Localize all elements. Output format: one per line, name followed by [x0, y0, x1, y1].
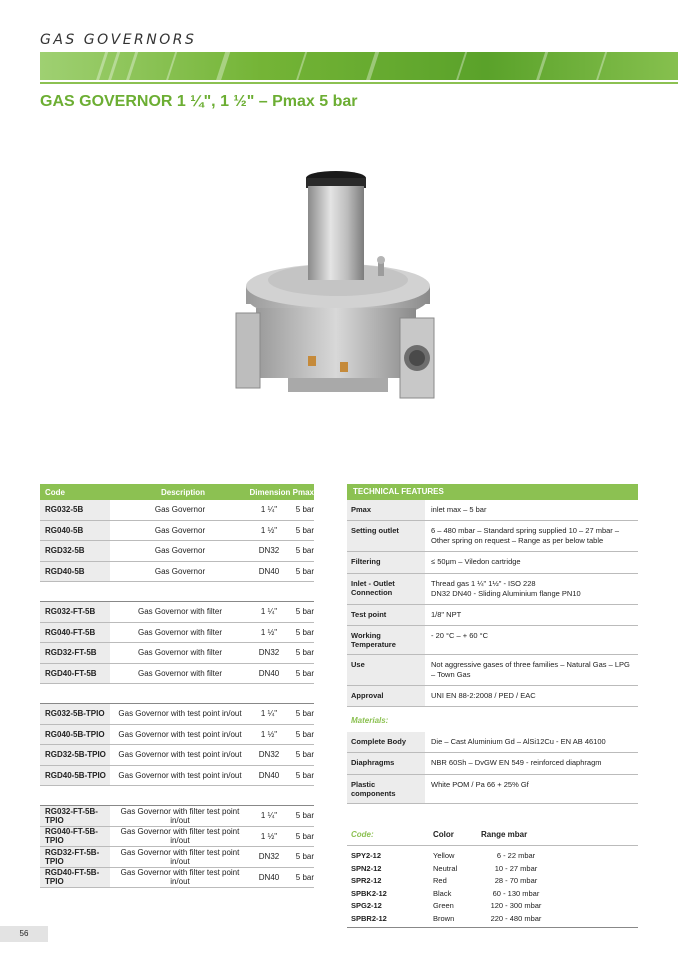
cell-pmax: 5 bar [295, 729, 314, 739]
cell-dimension: 1 ½" [260, 831, 278, 841]
cell-dimension: 1 ½" [260, 627, 278, 637]
feature-key: Use [347, 655, 425, 685]
cell-code: RGD32-5B [40, 541, 110, 561]
spring-code: SPR2-12 [351, 876, 382, 886]
spring-range: 6 - 22 mbar [496, 851, 536, 861]
material-row [347, 732, 638, 753]
cell-description: Gas Governor with test point in/out [118, 709, 242, 719]
spring-range: 120 - 300 mbar [490, 901, 542, 911]
cell-dimension: 1 ¼" [260, 709, 278, 719]
feature-key: Setting outlet [347, 521, 425, 551]
table-row [40, 868, 314, 889]
spring-header-code: Code: [351, 829, 374, 839]
cell-dimension: 1 ½" [260, 525, 278, 535]
cell-pmax: 5 bar [295, 872, 314, 882]
table-row [40, 766, 314, 787]
header-description: Description [160, 487, 205, 497]
table-row [40, 562, 314, 583]
feature-value: - 20 °C – + 60 °C [431, 630, 489, 640]
spring-header-range: Range mbar [481, 829, 528, 839]
feature-key: Approval [347, 686, 425, 706]
spring-color: Red [433, 876, 447, 886]
spring-code: SPY2-12 [351, 851, 382, 861]
material-key: Diaphragms [347, 753, 425, 773]
table-row [40, 602, 314, 623]
table-row [40, 521, 314, 542]
spring-code: SPBR2-12 [351, 913, 387, 923]
spring-code: SPBK2-12 [351, 888, 387, 898]
table-row [40, 500, 314, 521]
gas-governor-image [228, 168, 448, 413]
cell-pmax: 5 bar [295, 709, 314, 719]
cell-pmax: 5 bar [295, 505, 314, 515]
codes-table [40, 484, 314, 888]
cell-pmax: 5 bar [295, 852, 314, 862]
header-dimension: Dimension Pmax [249, 487, 314, 497]
product-title: GAS GOVERNOR 1 ¼", 1 ½" – Pmax 5 bar [40, 93, 358, 110]
cell-code: RGD40-5B [40, 562, 110, 582]
spring-color: Brown [433, 913, 455, 923]
materials-label: Materials: [351, 716, 389, 726]
cell-dimension: 1 ¼" [260, 505, 278, 515]
cell-pmax: 5 bar [295, 770, 314, 780]
spring-color: Green [433, 901, 454, 911]
cell-code: RGD40-5B-TPIO [40, 766, 110, 786]
feature-key: Test point [347, 605, 425, 625]
cell-dimension: DN40 [258, 770, 280, 780]
table-row [40, 806, 314, 827]
table-row [40, 643, 314, 664]
cell-description: Gas Governor with filter test point in/out [120, 806, 240, 825]
cell-code: RG032-FT-5B [40, 602, 110, 622]
spring-color: Black [433, 888, 452, 898]
cell-description: Gas Governor with filter test point in/out [120, 827, 240, 846]
spring-range: 10 - 27 mbar [494, 863, 538, 873]
cell-dimension: 1 ¼" [260, 811, 278, 821]
cell-dimension: 1 ½" [260, 729, 278, 739]
material-key: Plastic components [347, 775, 425, 803]
feature-value: inlet max – 5 bar [431, 505, 487, 514]
cell-dimension: 1 ¼" [260, 607, 278, 617]
material-value: White POM / Pa 66 + 25% Gf [431, 779, 529, 789]
feature-row [347, 605, 638, 626]
material-row [347, 753, 638, 774]
header-code: Code [45, 487, 65, 497]
cell-code: RGD32-FT-5B [40, 643, 110, 663]
table-row [40, 623, 314, 644]
group-separator [40, 786, 314, 806]
cell-description: Gas Governor with filter test point in/out [120, 847, 240, 866]
material-row [347, 775, 638, 804]
spring-row [347, 887, 638, 900]
cell-dimension: DN40 [258, 668, 280, 678]
cell-pmax: 5 bar [295, 566, 314, 576]
technical-features-title: TECHNICAL FEATURES [347, 484, 638, 500]
material-value: NBR 60Sh – DvGW EN 549 - reinforced diaphragm [431, 758, 602, 768]
spring-code: SPN2-12 [351, 863, 382, 873]
cell-dimension: DN40 [258, 566, 280, 576]
feature-value: UNI EN 88-2:2008 / PED / EAC [431, 691, 536, 701]
cell-code: RGD32-5B-TPIO [40, 745, 110, 765]
cell-dimension: DN32 [258, 750, 280, 760]
table-row [40, 827, 314, 848]
cell-dimension: DN32 [258, 546, 280, 556]
cell-description: Gas Governor [154, 505, 206, 515]
feature-row [347, 500, 638, 521]
spring-color: Neutral [433, 863, 458, 873]
spring-table-header [347, 830, 638, 846]
cell-code: RG032-5B-TPIO [40, 704, 110, 724]
feature-row [347, 626, 638, 655]
feature-key: Inlet - Outlet Connection [347, 574, 425, 604]
cell-dimension: DN32 [258, 648, 280, 658]
material-key: Complete Body [347, 732, 425, 752]
codes-table-header [40, 484, 314, 500]
feature-row [347, 574, 638, 605]
cell-description: Gas Governor [154, 525, 206, 535]
spring-header-color: Color [433, 829, 454, 839]
group-separator [40, 684, 314, 704]
feature-key: Filtering [347, 552, 425, 572]
spring-range: 220 - 480 mbar [490, 913, 542, 923]
feature-row [347, 521, 638, 552]
feature-key: Working Temperature [347, 626, 425, 654]
feature-value: 6 – 480 mbar – Standard spring supplied 10 – 27 mbar – Other spring on request – Range as per below table [431, 526, 620, 546]
cell-code: RG040-FT-5B [40, 623, 110, 643]
cell-dimension: DN32 [258, 852, 280, 862]
feature-row [347, 552, 638, 573]
feature-value: 1/8" NPT [431, 609, 462, 619]
cell-code: RG040-5B-TPIO [40, 725, 110, 745]
feature-value: Thread gas 1 ¼" 1½" - ISO 228 DN32 DN40 - Sliding Aluminium flange PN10 [431, 578, 581, 598]
cell-pmax: 5 bar [295, 668, 314, 678]
cell-pmax: 5 bar [295, 627, 314, 637]
cell-description: Gas Governor [154, 566, 206, 576]
cell-description: Gas Governor with test point in/out [118, 750, 242, 760]
section-banner [40, 52, 678, 80]
cell-pmax: 5 bar [295, 831, 314, 841]
spring-range: 60 - 130 mbar [492, 888, 540, 898]
cell-code: RGD40-FT-5B-TPIO [40, 868, 110, 888]
technical-features [347, 484, 638, 928]
spring-code: SPG2-12 [351, 901, 382, 911]
cell-code: RGD32-FT-5B-TPIO [40, 847, 110, 867]
spring-table-bottom [347, 927, 638, 928]
cell-pmax: 5 bar [295, 811, 314, 821]
cell-description: Gas Governor with filter [137, 648, 223, 658]
spring-row [347, 875, 638, 888]
cell-description: Gas Governor with test point in/out [118, 770, 242, 780]
cell-pmax: 5 bar [295, 546, 314, 556]
spring-row [347, 912, 638, 925]
table-row [40, 725, 314, 746]
feature-row [347, 686, 638, 707]
spring-row [347, 850, 638, 863]
spring-color: Yellow [433, 851, 455, 861]
section-title: GAS GOVERNORS [40, 32, 197, 48]
table-row [40, 847, 314, 868]
cell-description: Gas Governor with filter [137, 668, 223, 678]
cell-pmax: 5 bar [295, 607, 314, 617]
banner-underline [40, 82, 678, 84]
table-row [40, 704, 314, 725]
cell-pmax: 5 bar [295, 525, 314, 535]
cell-description: Gas Governor with test point in/out [118, 729, 242, 739]
table-row [40, 745, 314, 766]
feature-row [347, 655, 638, 686]
material-value: Die – Cast Aluminium Gd – AlSi12Cu - EN AB 46100 [431, 737, 606, 747]
cell-dimension: DN40 [258, 872, 280, 882]
cell-description: Gas Governor with filter [137, 627, 223, 637]
cell-description: Gas Governor with filter [137, 607, 223, 617]
cell-code: RG032-FT-5B-TPIO [40, 806, 110, 826]
page-number: 56 [0, 926, 48, 942]
cell-pmax: 5 bar [295, 648, 314, 658]
cell-description: Gas Governor [154, 546, 206, 556]
group-separator [40, 582, 314, 602]
cell-code: RG040-FT-5B-TPIO [40, 827, 110, 847]
cell-pmax: 5 bar [295, 750, 314, 760]
spring-row [347, 862, 638, 875]
cell-code: RG032-5B [40, 500, 110, 520]
feature-key: Pmax [347, 500, 425, 520]
cell-code: RG040-5B [40, 521, 110, 541]
feature-value: Not aggressive gases of three families – Natural Gas – LPG – Town Gas [431, 659, 630, 679]
header-pmax: Pmax [292, 487, 314, 497]
cell-code: RGD40-FT-5B [40, 664, 110, 684]
spring-row [347, 900, 638, 913]
table-row [40, 664, 314, 685]
table-row [40, 541, 314, 562]
spring-range: 28 - 70 mbar [494, 876, 538, 886]
cell-description: Gas Governor with filter test point in/out [120, 868, 240, 887]
feature-value: ≤ 50μm – Viledon cartridge [431, 557, 521, 567]
